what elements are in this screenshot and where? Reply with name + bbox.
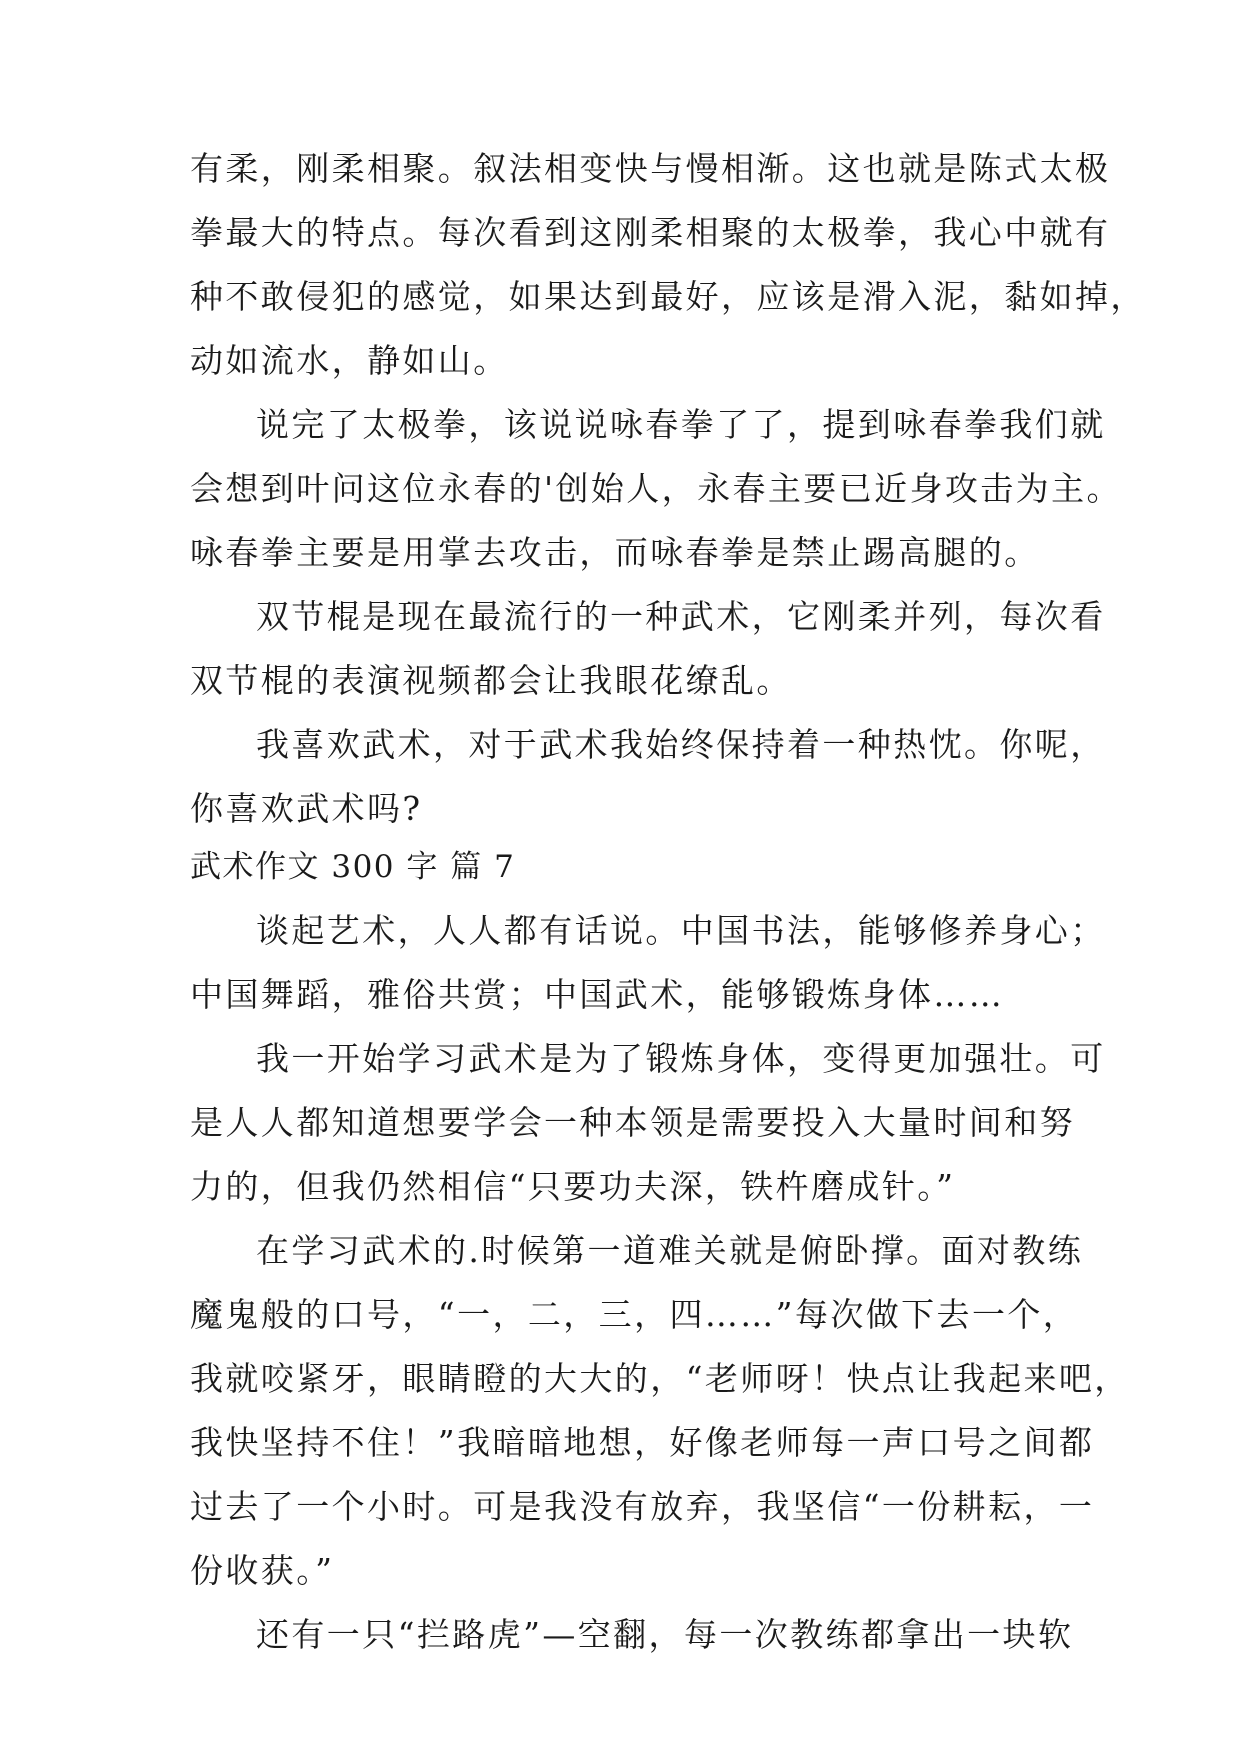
text-line: 过去了一个小时。可是我没有放弃，我坚信“一份耕耘，一 [190, 1487, 1095, 1526]
text-line: 咏春拳主要是用掌去攻击，而咏春拳是禁止踢高腿的。 [190, 533, 1040, 572]
paragraph-first-line: 双节棍是现在最流行的一种武术，它刚柔并列，每次看 [256, 597, 1106, 636]
paragraph-first-line: 说完了太极拳，该说说咏春拳了了，提到咏春拳我们就 [256, 405, 1106, 444]
text-line: 我快坚持不住！”我暗暗地想，好像老师每一声口号之间都 [190, 1423, 1095, 1462]
paragraph-first-line: 我喜欢武术，对于武术我始终保持着一种热忱。你呢， [256, 725, 1106, 764]
text-line: 中国舞蹈，雅俗共赏；中国武术，能够锻炼身体…… [190, 975, 1005, 1014]
text-line: 动如流水，静如山。 [190, 341, 509, 380]
text-line: 双节棍的表演视频都会让我眼花缭乱。 [190, 661, 792, 700]
text-line: 是人人都知道想要学会一种本领是需要投入大量时间和努 [190, 1103, 1075, 1142]
text-line: 我就咬紧牙，眼睛瞪的大大的，“老师呀！快点让我起来吧， [190, 1359, 1130, 1398]
paragraph-first-line: 我一开始学习武术是为了锻炼身体，变得更加强壮。可 [256, 1039, 1106, 1078]
text-line: 份收获。” [190, 1551, 335, 1590]
text-line: 魔鬼般的口号，“一，二，三，四……”每次做下去一个， [190, 1295, 1079, 1334]
text-line: 有柔，刚柔相聚。叙法相变快与慢相渐。这也就是陈式太极 [190, 149, 1111, 188]
paragraph-first-line: 谈起艺术，人人都有话说。中国书法，能够修养身心； [256, 911, 1106, 950]
paragraph-first-line: 在学习武术的.时候第一道难关就是俯卧撑。面对教练 [256, 1231, 1084, 1270]
text-line: 你喜欢武术吗? [190, 789, 423, 828]
text-line: 种不敢侵犯的感觉，如果达到最好，应该是滑入泥，黏如掉， [190, 277, 1146, 316]
paragraph-first-line: 还有一只“拦路虎”—空翻，每一次教练都拿出一块软 [256, 1615, 1074, 1654]
section-heading: 武术作文 300 字 篇 7 [190, 849, 516, 885]
text-line: 拳最大的特点。每次看到这刚柔相聚的太极拳，我心中就有 [190, 213, 1111, 252]
text-line: 会想到叶问这位永春的'创始人，永春主要已近身攻击为主。 [190, 469, 1122, 508]
text-line: 力的，但我仍然相信“只要功夫深，铁杵磨成针。” [190, 1167, 956, 1206]
